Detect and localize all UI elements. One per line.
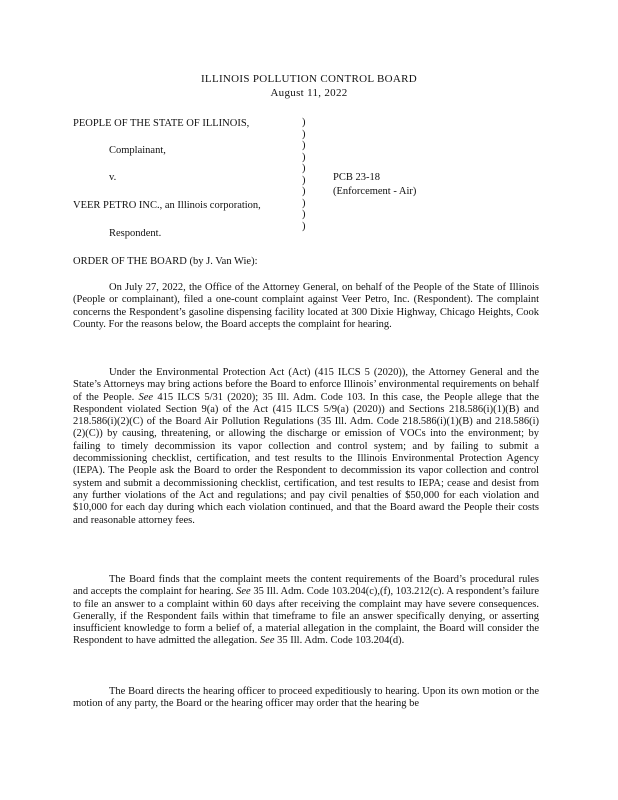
paragraph-3-text-a: The Board finds that the complaint meets the content requirements of the Board’s procedural rules and accepts the complaint for hearing. — [73, 574, 539, 598]
paragraph-4: The Board directs the hearing officer to proceed expeditiously to hearing. Upon its own motion or the motion of any party, the Board or the hearing officer may order that the hearing be — [73, 686, 539, 710]
paragraph-1: On July 27, 2022, the Office of the Attorney General, on behalf of the People of the State of Illinois (People or complainant), filed a one-count complaint against Veer Petro, Inc. (Respondent). The complaint concerns the Respondent’s gasoline dispensing facility located at 300 Dixie Highway, Chicago Heights, Cook County. For the reasons below, the Board accepts the complaint for hearing. — [73, 282, 539, 330]
case-type: (Enforcement - Air) — [333, 186, 417, 197]
order-date: August 11, 2022 — [270, 87, 348, 99]
paragraph-2 — [73, 367, 539, 527]
versus-label: v. — [109, 172, 117, 183]
see-signal: See — [138, 391, 154, 403]
paragraph-3 — [73, 574, 539, 648]
respondent-name: VEER PETRO INC., an Illinois corporation, — [73, 200, 261, 211]
paragraph-3-text-b: 35 Ill. Adm. Code 103.204(c),(f), 103.212(c). A respondent’s failure to file an answer to a complaint within 60 days after receiving the complaint may have severe consequences. Generally, if the Respondent fails within that timeframe to file an answer specifically denying, or asserting insufficient knowledge to form a belief of, a material allegation in the complaint, the Board will consider the Respondent to have admitted the allegation. — [73, 586, 540, 647]
caption-bracket: ) ) ) ) ) ) ) ) ) ) — [302, 117, 306, 232]
case-number: PCB 23-18 — [333, 172, 380, 183]
paragraph-3-text-c: 35 Ill. Adm. Code 103.204(d). — [277, 635, 405, 647]
board-title: ILLINOIS POLLUTION CONTROL BOARD — [200, 73, 418, 85]
respondent-role: Respondent. — [109, 228, 162, 239]
see-signal: See — [236, 586, 251, 598]
order-heading: ORDER OF THE BOARD (by J. Van Wie): — [73, 256, 258, 267]
plaintiff-name: PEOPLE OF THE STATE OF ILLINOIS, — [73, 118, 250, 129]
paragraph-2-text-b: 415 ILCS 5/31 (2020); 35 Ill. Adm. Code 103. In this case, the People allege that the Respondent violated Section 9(a) of the Act (415 ILCS 5/9(a) (2020)) and Sections 218.586(i)(1)(B) and 218.586(i)(2)(C) of the Board Air Pollution Regulations (35 Ill. Adm. Code 218.586(i)(1)(B) and 218.586(i)(2)(C)) by causing, threatening, or allowing the discharge or emission of VOCs into the environment; by failing to timely decommission its vapor collection and control system; and by failing to submit a decommissioning checklist, certification, and test results to the Illinois Environmental Protection Agency (IEPA). The People ask the Board to order the Respondent to decommission its vapor collection and control system and submit a decommissioning checklist, certification, and test results to IEPA; cease and desist from any further violations of the Act and regulations; and pay civil penalties of $50,000 for each violation and $10,000 for each day during which each violation continued, and that the Board award the People their costs and reasonable attorney fees. — [73, 391, 540, 526]
see-signal: See — [259, 635, 275, 647]
paragraph-2-text-a: Under the Environmental Protection Act (Act) (415 ILCS 5 (2020)), the Attorney General and the State’s Attorneys may bring actions before the Board to enforce Illinois’ environmental requirements on behalf of the People. — [73, 367, 539, 403]
plaintiff-role: Complainant, — [109, 145, 166, 156]
